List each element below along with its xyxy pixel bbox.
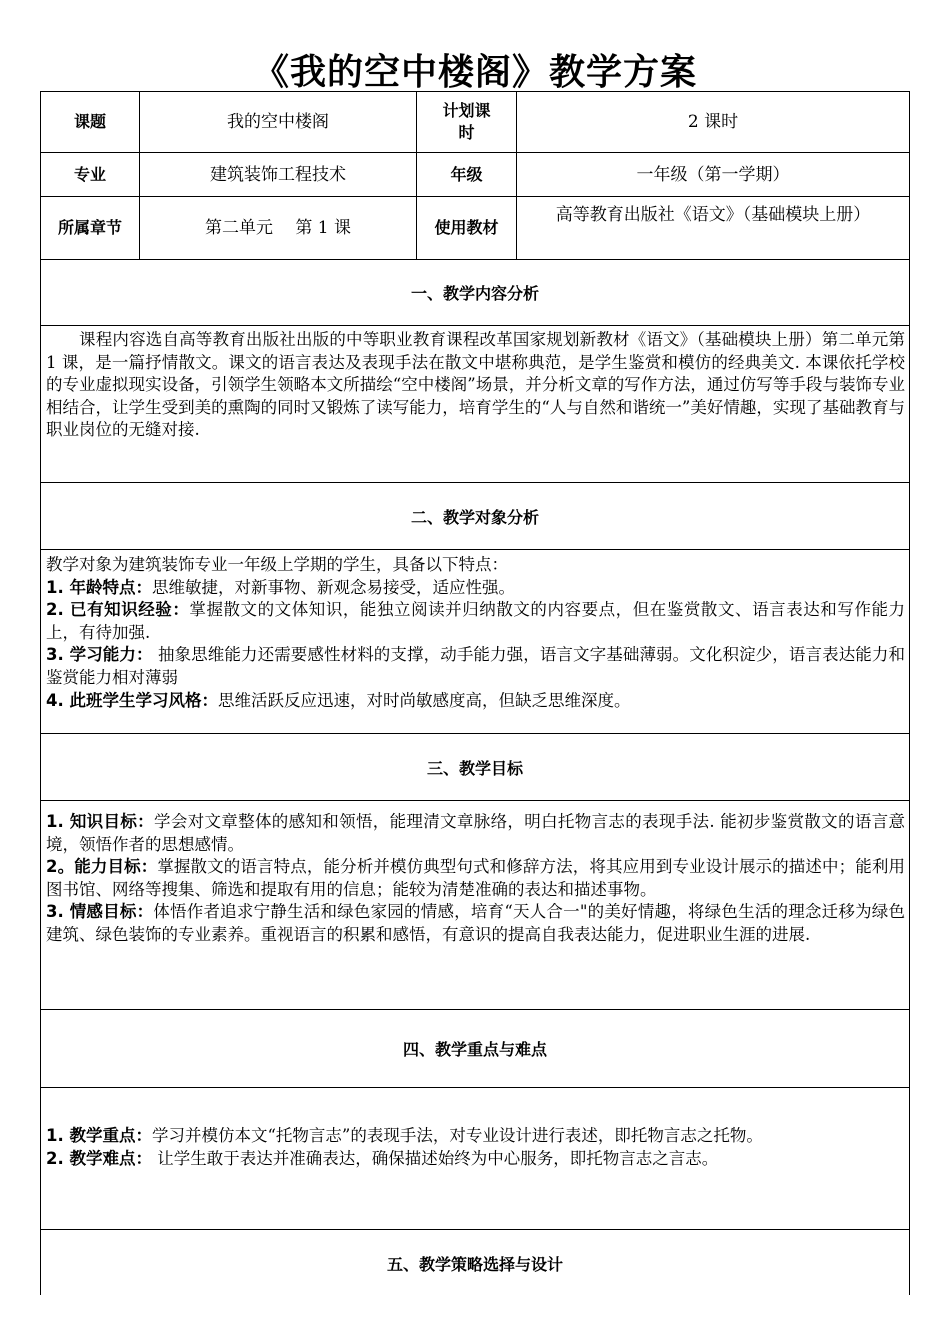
document-title: 《我的空中楼阁》教学方案 — [252, 52, 697, 93]
list-item — [46, 599, 905, 644]
value-textbook: 高等教育出版社《语文》（基础模块上册） — [516, 197, 909, 259]
item-text: 掌握散文的语言特点，能分析并模仿典型句式和修辞方法，将其应用到专业设计展示的描述中；能利用图书馆、网络等搜集、筛选和提取有用的信息；能较为清楚准确的表达和描述事物。 — [46, 857, 906, 899]
lesson-plan-table — [40, 91, 910, 1295]
section-objectives-body — [41, 801, 909, 1010]
item-text: 让学生敢于表达并准确表达，确保描述始终为中心服务，即托物言志之言志。 — [152, 1148, 719, 1168]
item-text: 学会对文章整体的感知和领悟，能理清文章脉络，明白托物言志的表现手法. 能初步鉴赏散文的语言意境，领悟作者的思想感情。 — [46, 812, 905, 854]
item-label: 1. 知识目标： — [46, 812, 154, 831]
label-chapter: 所属章节 — [57, 218, 122, 237]
list-item — [46, 811, 905, 856]
list-item — [46, 1148, 905, 1171]
label-planned-hours: 计划课时 — [416, 92, 516, 152]
value-grade: 一年级（第一学期） — [516, 153, 909, 196]
section-student-analysis-heading: 二、教学对象分析 — [41, 483, 909, 550]
item-text: 掌握散文的文体知识，能独立阅读并归纳散文的内容要点，但在鉴赏散文、语言表达和写作能力上，有待加强. — [46, 600, 905, 642]
value-planned-hours: 2 课时 — [516, 92, 909, 152]
item-label: 3. 学习能力： — [46, 645, 153, 665]
item-text: 思维敏捷，对新事物、新观念易接受，适应性强。 — [152, 577, 515, 597]
list-item — [46, 690, 905, 713]
info-row-course — [41, 92, 909, 153]
item-label: 4. 此班学生学习风格： — [46, 690, 218, 710]
student-analysis-intro: 教学对象为建筑装饰专业一年级上学期的学生，具备以下特点： — [46, 555, 508, 574]
value-course-topic: 我的空中楼阁 — [139, 92, 416, 152]
section-content-analysis-heading: 一、教学内容分析 — [41, 260, 909, 326]
item-label: 2. 已有知识经验： — [46, 600, 190, 620]
label-course-topic: 课题 — [73, 112, 106, 131]
list-item — [46, 577, 905, 600]
label-grade: 年级 — [416, 153, 516, 196]
list-item — [46, 1125, 905, 1148]
content-analysis-text: 课程内容选自高等教育出版社出版的中等职业教育课程改革国家规划新教材《语文》（基础模块上册）第二单元第 1 课，是一篇抒情散文。课文的语言表达及表现手法在散文中堪称典范，是学生鉴赏和模仿的经典美文. 本课依托学校的专业虚拟现实设备，引领学生领略本文所描绘“空中楼阁”场景，并分析文章的写作方法，通过仿写等手段与装饰专业相结合，让学生受到美的熏陶的同时又锻炼了读写能力，培育学生的“人与自然和谐统一”美好情趣，实现了基础教育与职业岗位的无缝对接. — [46, 330, 905, 440]
section-content-analysis-body — [41, 326, 909, 483]
section-strategy-heading: 五、教学策略选择与设计 — [386, 1254, 563, 1274]
section-objectives-heading: 三、教学目标 — [41, 734, 909, 801]
section-key-points-heading: 四、教学重点与难点 — [41, 1010, 909, 1088]
item-label: 2。能力目标： — [46, 857, 158, 877]
item-label: 1. 年龄特点： — [46, 577, 152, 597]
item-label: 1. 教学重点： — [46, 1126, 152, 1145]
item-text: 体悟作者追求宁静生活和绿色家园的情感，培育“天人合一"的美好情趣，将绿色生活的理念迁移为绿色建筑、绿色装饰的专业素养。重视语言的积累和感悟，有意识的提高自我表达能力，促进职业生涯的进展. — [46, 902, 905, 944]
value-major: 建筑装饰工程技术 — [139, 153, 416, 196]
list-item — [46, 644, 905, 689]
info-row-chapter — [41, 197, 909, 260]
item-text: 学习并模仿本文“托物言志”的表现手法，对专业设计进行表述，即托物言志之托物。 — [152, 1126, 763, 1145]
list-item — [46, 901, 905, 946]
item-text: 思维活跃反应迅速，对时尚敏感度高，但缺乏思维深度。 — [218, 690, 631, 710]
label-major: 专业 — [73, 164, 106, 184]
item-label: 2. 教学难点： — [46, 1148, 152, 1168]
item-text: 抽象思维能力还需要感性材料的支撑，动手能力强，语言文字基础薄弱。文化积淀少，语言表达能力和鉴赏能力相对薄弱 — [46, 645, 906, 687]
list-item — [46, 856, 905, 901]
value-chapter: 第二单元 第 1 课 — [139, 197, 416, 259]
section-key-points-body — [41, 1088, 909, 1230]
item-label: 3. 情感目标： — [46, 902, 154, 922]
label-textbook: 使用教材 — [416, 197, 516, 259]
section-student-analysis-body — [41, 550, 909, 734]
info-row-major — [41, 153, 909, 197]
